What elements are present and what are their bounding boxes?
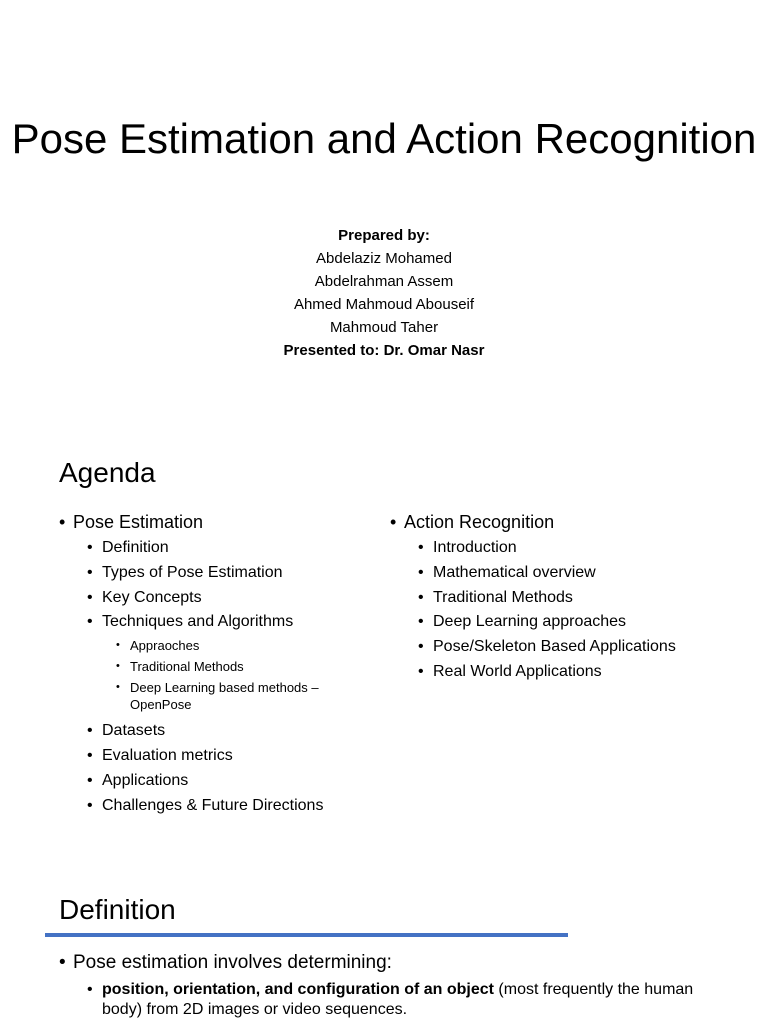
bullet-icon: • bbox=[87, 539, 93, 556]
bullet-icon: • bbox=[59, 512, 66, 532]
agenda-item bbox=[390, 561, 750, 586]
bullet-icon: • bbox=[418, 638, 424, 656]
bullet-icon: • bbox=[390, 512, 397, 532]
bullet-icon: • bbox=[87, 796, 93, 814]
agenda-item bbox=[390, 660, 750, 685]
bullet-icon: • bbox=[59, 952, 66, 973]
agenda-item-label: Definition bbox=[102, 539, 169, 556]
agenda-item bbox=[59, 561, 379, 586]
bullet-icon: • bbox=[87, 722, 93, 740]
agenda-item-label: Datasets bbox=[102, 722, 166, 740]
agenda-item-label: Techniques and Algorithms bbox=[102, 613, 294, 631]
agenda-column-action-recognition bbox=[390, 510, 750, 685]
agenda-title: Agenda bbox=[59, 457, 156, 488]
agenda-heading-label: Action Recognition bbox=[404, 512, 555, 532]
agenda-sub-item-label: Appraoches bbox=[130, 638, 200, 654]
agenda-heading-label: Pose Estimation bbox=[73, 512, 204, 532]
definition-title: Definition bbox=[59, 894, 176, 925]
prepared-by-label: Prepared by: bbox=[338, 227, 430, 244]
bullet-icon: • bbox=[87, 771, 93, 789]
bullet-icon: • bbox=[418, 613, 424, 631]
definition-sub-bullet-text: (most frequently the human body) from 2D images or video sequences. bbox=[102, 981, 694, 1018]
agenda-item bbox=[59, 719, 379, 744]
agenda-item bbox=[390, 635, 750, 660]
definition-body bbox=[59, 950, 719, 1020]
agenda-item-label: Types of Pose Estimation bbox=[102, 563, 283, 581]
definition-emphasis: position, orientation, and configuration of an object bbox=[102, 981, 494, 998]
title-slide bbox=[0, 0, 768, 420]
agenda-item-label: Mathematical overview bbox=[433, 563, 596, 581]
presentation-title: Pose Estimation and Action Recognition bbox=[11, 115, 757, 162]
agenda-heading-pose-estimation bbox=[59, 510, 379, 534]
credits-block bbox=[0, 224, 768, 362]
agenda-sub-item bbox=[59, 658, 379, 675]
agenda-item-label: Traditional Methods bbox=[433, 588, 573, 606]
agenda-sub-item bbox=[59, 679, 345, 713]
definition-sub-bullet bbox=[59, 980, 719, 1020]
bullet-icon: • bbox=[418, 563, 424, 581]
agenda-item-label: Pose/Skeleton Based Applications bbox=[433, 638, 676, 656]
definition-slide bbox=[0, 880, 768, 1024]
agenda-item bbox=[59, 610, 379, 635]
author-name: Abdelaziz Mohamed bbox=[316, 250, 452, 267]
agenda-item bbox=[59, 536, 379, 561]
agenda-item-label: Key Concepts bbox=[102, 588, 202, 606]
agenda-item-label: Introduction bbox=[433, 539, 517, 556]
bullet-icon: • bbox=[87, 563, 93, 581]
agenda-sub-item bbox=[59, 637, 379, 654]
title-underline bbox=[45, 933, 568, 937]
agenda-item bbox=[59, 744, 379, 769]
presented-to-line: Presented to: Dr. Omar Nasr bbox=[283, 342, 485, 359]
agenda-item-label: Challenges & Future Directions bbox=[102, 796, 324, 814]
agenda-sub-item-label: Deep Learning based methods – OpenPose bbox=[130, 680, 319, 713]
agenda-item-label: Real World Applications bbox=[433, 662, 602, 680]
agenda-heading-action-recognition bbox=[390, 510, 750, 534]
bullet-icon: • bbox=[87, 746, 93, 764]
agenda-item-label: Evaluation metrics bbox=[102, 746, 233, 764]
agenda-slide bbox=[0, 440, 768, 860]
bullet-icon: • bbox=[116, 639, 120, 652]
bullet-icon: • bbox=[87, 981, 93, 998]
agenda-item bbox=[59, 586, 379, 611]
agenda-item bbox=[390, 610, 750, 635]
bullet-icon: • bbox=[418, 539, 424, 556]
agenda-item-label: Applications bbox=[102, 771, 189, 789]
author-name: Mahmoud Taher bbox=[329, 319, 439, 336]
definition-bullet-text: Pose estimation involves determining: bbox=[73, 952, 392, 973]
agenda-item bbox=[390, 536, 750, 561]
agenda-item bbox=[390, 586, 750, 611]
agenda-item bbox=[59, 769, 379, 794]
bullet-icon: • bbox=[87, 613, 93, 631]
author-name: Ahmed Mahmoud Abouseif bbox=[293, 296, 475, 313]
agenda-item bbox=[59, 794, 379, 819]
agenda-sub-item-label: Traditional Methods bbox=[130, 659, 244, 675]
definition-bullet bbox=[59, 950, 719, 976]
bullet-icon: • bbox=[418, 662, 424, 680]
bullet-icon: • bbox=[116, 681, 120, 694]
author-name: Abdelrahman Assem bbox=[314, 273, 454, 290]
bullet-icon: • bbox=[418, 588, 424, 606]
bullet-icon: • bbox=[87, 588, 93, 606]
agenda-item-label: Deep Learning approaches bbox=[433, 613, 627, 631]
bullet-icon: • bbox=[116, 660, 120, 673]
agenda-column-pose-estimation bbox=[59, 510, 379, 818]
